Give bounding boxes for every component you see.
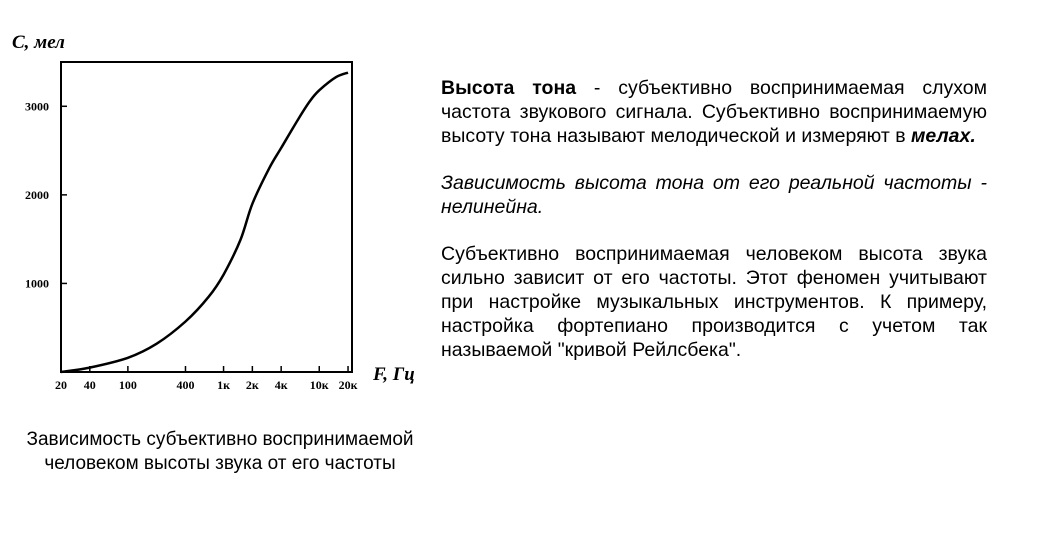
- chart-caption: Зависимость субъективно воспринимаемой человеком высоты звука от его частоты: [26, 429, 414, 474]
- x-tick-label: 1к: [217, 378, 231, 392]
- x-tick-label: 40: [83, 378, 96, 392]
- x-tick-label: 20к: [338, 378, 358, 392]
- pitch-definition: - субъективно воспринимаемая слухом частота звукового сигнала. Субъективно воспринимаемую высоту тона называют мелодической и измеряют в: [441, 77, 987, 147]
- mel-curve: [61, 73, 348, 372]
- pitch-frequency-chart: [0, 0, 440, 420]
- x-tick-label: 4к: [274, 378, 288, 392]
- term-mel: мелах.: [911, 125, 976, 147]
- y-tick-label: 3000: [25, 99, 49, 114]
- x-tick-label: 2к: [245, 378, 259, 392]
- x-tick-label: 100: [118, 378, 137, 392]
- description-text: [441, 76, 987, 362]
- paragraph-nonlinearity: Зависимость высота тона от его реальной частоты - нелинейна.: [441, 172, 987, 218]
- y-tick-label: 1000: [25, 276, 49, 291]
- y-axis-label: C, мел: [12, 32, 65, 53]
- paragraph-tuning: Субъективно воспринимаемая человеком высота звука сильно зависит от его частоты. Этот феномен учитывают при настройке музыкальных инструментов. К примеру, настройка фортепиано производится с учетом так называемой "кривой Рейлсбека".: [441, 243, 987, 361]
- x-tick-label: 10к: [309, 378, 329, 392]
- x-axis-label: F, Гц: [373, 364, 415, 385]
- plot-frame: [61, 62, 352, 372]
- x-tick-label: 20: [55, 378, 67, 392]
- paragraph-pitch-definition: [441, 76, 987, 148]
- term-pitch: Высота тона: [441, 77, 577, 99]
- x-tick-label: 400: [176, 378, 195, 392]
- chart-svg: [0, 0, 440, 420]
- y-tick-label: 2000: [25, 187, 49, 202]
